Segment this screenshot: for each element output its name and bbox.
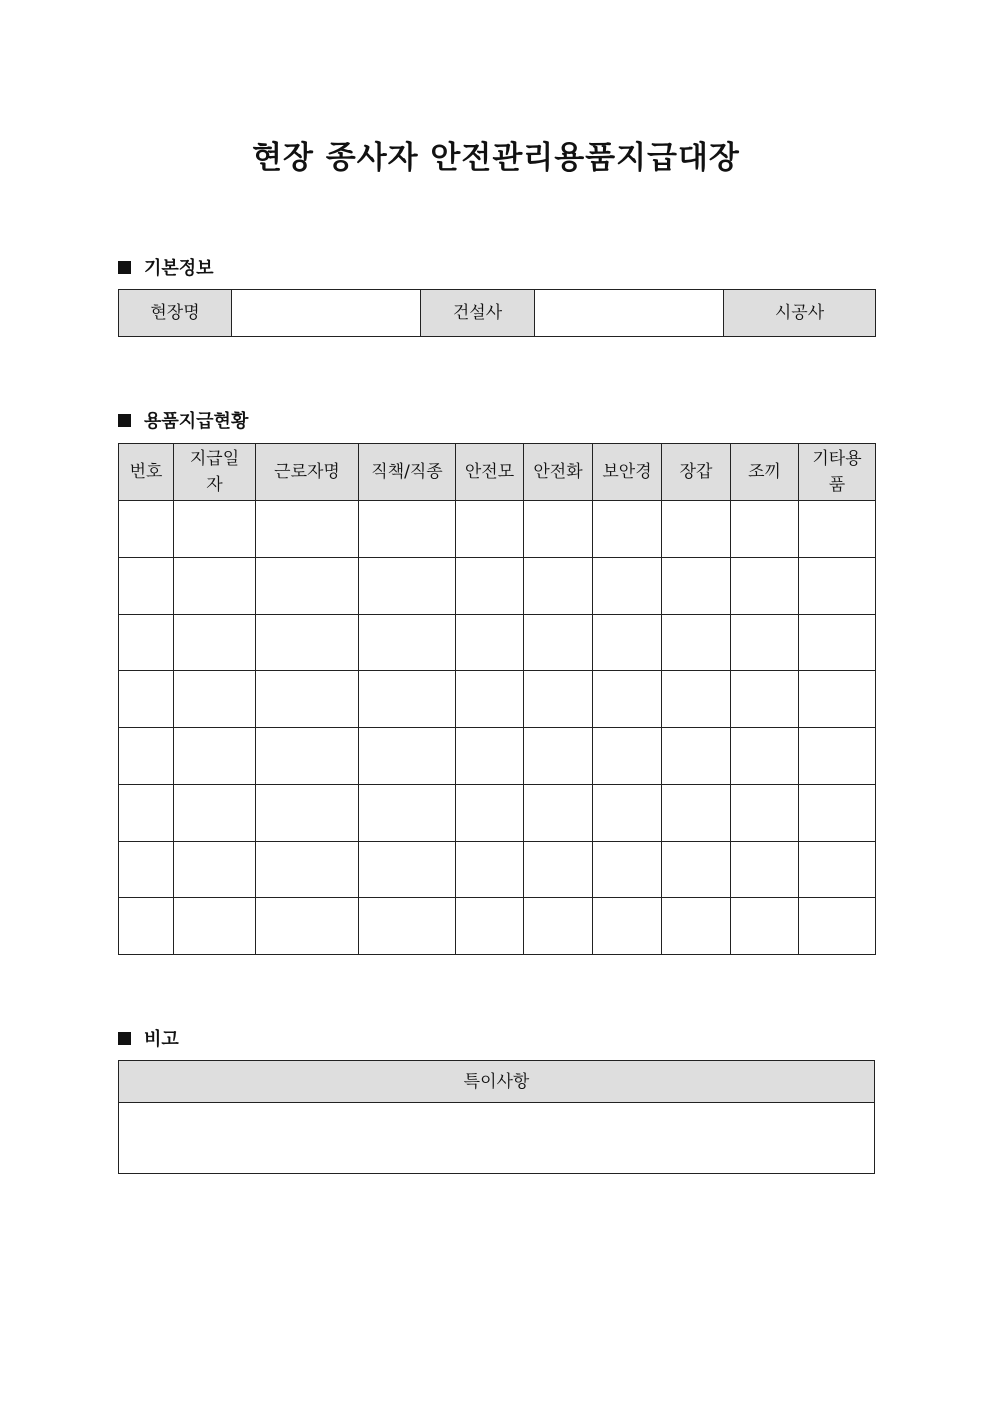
page-title: 현장 종사자 안전관리용품지급대장 (252, 140, 740, 176)
table-cell[interactable] (662, 501, 731, 558)
special-notes-field[interactable] (119, 1103, 875, 1174)
table-cell[interactable] (174, 671, 256, 728)
table-cell[interactable] (256, 501, 359, 558)
table-cell[interactable] (256, 784, 359, 841)
table-cell[interactable] (731, 784, 799, 841)
table-cell[interactable] (524, 898, 593, 955)
table-cell[interactable] (456, 671, 524, 728)
column-header-number: 번호 (119, 444, 174, 501)
table-cell[interactable] (119, 728, 174, 785)
table-cell[interactable] (174, 614, 256, 671)
table-cell[interactable] (799, 728, 876, 785)
table-cell[interactable] (256, 841, 359, 898)
table-cell[interactable] (359, 841, 456, 898)
section-heading-supply-status (118, 407, 248, 433)
column-header-gloves: 장갑 (662, 444, 731, 501)
table-cell[interactable] (119, 614, 174, 671)
table-cell[interactable] (359, 557, 456, 614)
special-notes-label: 특이사항 (119, 1061, 875, 1103)
column-header-helmet: 안전모 (456, 444, 524, 501)
table-cell[interactable] (119, 501, 174, 558)
table-cell[interactable] (524, 614, 593, 671)
table-cell[interactable] (799, 557, 876, 614)
table-cell[interactable] (174, 728, 256, 785)
table-cell[interactable] (731, 728, 799, 785)
table-cell[interactable] (593, 728, 662, 785)
table-cell[interactable] (174, 898, 256, 955)
table-cell[interactable] (359, 671, 456, 728)
table-cell[interactable] (456, 614, 524, 671)
table-cell[interactable] (731, 671, 799, 728)
table-cell[interactable] (524, 671, 593, 728)
table-cell[interactable] (256, 614, 359, 671)
table-cell[interactable] (593, 841, 662, 898)
table-cell[interactable] (593, 671, 662, 728)
column-header-worker-name: 근로자명 (256, 444, 359, 501)
table-cell[interactable] (456, 557, 524, 614)
table-cell[interactable] (524, 557, 593, 614)
table-cell[interactable] (662, 898, 731, 955)
table-cell[interactable] (731, 898, 799, 955)
table-cell[interactable] (174, 557, 256, 614)
table-cell[interactable] (524, 501, 593, 558)
section-heading-label: 비고 (144, 1029, 179, 1050)
table-cell[interactable] (119, 671, 174, 728)
table-cell[interactable] (456, 784, 524, 841)
table-cell[interactable] (524, 841, 593, 898)
table-cell[interactable] (799, 671, 876, 728)
table-cell[interactable] (731, 557, 799, 614)
table-cell[interactable] (662, 784, 731, 841)
square-bullet-icon (118, 261, 131, 274)
table-cell[interactable] (799, 784, 876, 841)
table-cell[interactable] (662, 614, 731, 671)
column-header-position: 직책/직종 (359, 444, 456, 501)
table-cell[interactable] (119, 841, 174, 898)
section-heading-remarks (118, 1025, 179, 1051)
column-header-safety-shoes: 안전화 (524, 444, 593, 501)
table-row (119, 557, 876, 614)
table-cell[interactable] (731, 614, 799, 671)
table-cell[interactable] (524, 728, 593, 785)
table-cell[interactable] (456, 728, 524, 785)
basic-info-table (118, 289, 876, 337)
table-cell[interactable] (662, 671, 731, 728)
table-row (119, 898, 876, 955)
table-cell[interactable] (456, 898, 524, 955)
remarks-table (118, 1060, 875, 1174)
table-row (119, 614, 876, 671)
table-cell[interactable] (456, 501, 524, 558)
table-cell[interactable] (359, 614, 456, 671)
supply-status-table (118, 443, 876, 955)
table-cell[interactable] (662, 728, 731, 785)
column-header-other-items: 기타용품 (799, 444, 876, 501)
table-cell[interactable] (359, 501, 456, 558)
table-cell[interactable] (524, 784, 593, 841)
table-cell[interactable] (662, 841, 731, 898)
table-cell[interactable] (174, 501, 256, 558)
table-cell[interactable] (799, 898, 876, 955)
table-cell[interactable] (799, 614, 876, 671)
table-row (119, 671, 876, 728)
table-cell[interactable] (256, 898, 359, 955)
table-cell[interactable] (593, 557, 662, 614)
column-header-issue-date: 지급일자 (174, 444, 256, 501)
table-cell[interactable] (662, 557, 731, 614)
contractor-label: 시공사 (724, 290, 876, 337)
column-header-vest: 조끼 (731, 444, 799, 501)
table-cell[interactable] (119, 784, 174, 841)
table-cell[interactable] (799, 841, 876, 898)
table-cell[interactable] (593, 614, 662, 671)
table-row (119, 501, 876, 558)
table-cell[interactable] (593, 898, 662, 955)
section-heading-basic-info (118, 254, 214, 280)
table-cell[interactable] (174, 841, 256, 898)
table-row (119, 841, 876, 898)
section-heading-label: 용품지급현황 (144, 411, 249, 432)
table-cell[interactable] (359, 784, 456, 841)
table-cell[interactable] (593, 501, 662, 558)
table-cell[interactable] (256, 557, 359, 614)
site-name-field[interactable] (232, 290, 421, 337)
table-cell[interactable] (256, 671, 359, 728)
table-cell[interactable] (359, 728, 456, 785)
site-name-label: 현장명 (119, 290, 232, 337)
section-heading-label: 기본정보 (144, 258, 214, 279)
table-cell[interactable] (731, 841, 799, 898)
table-cell[interactable] (731, 501, 799, 558)
column-header-goggles: 보안경 (593, 444, 662, 501)
table-cell[interactable] (256, 728, 359, 785)
builder-field[interactable] (535, 290, 724, 337)
table-cell[interactable] (119, 557, 174, 614)
square-bullet-icon (118, 1032, 131, 1045)
table-cell[interactable] (456, 841, 524, 898)
table-row (119, 784, 876, 841)
builder-label: 건설사 (421, 290, 535, 337)
square-bullet-icon (118, 414, 131, 427)
table-cell[interactable] (174, 784, 256, 841)
table-cell[interactable] (359, 898, 456, 955)
table-cell[interactable] (119, 898, 174, 955)
table-cell[interactable] (799, 501, 876, 558)
table-row (119, 728, 876, 785)
table-cell[interactable] (593, 784, 662, 841)
